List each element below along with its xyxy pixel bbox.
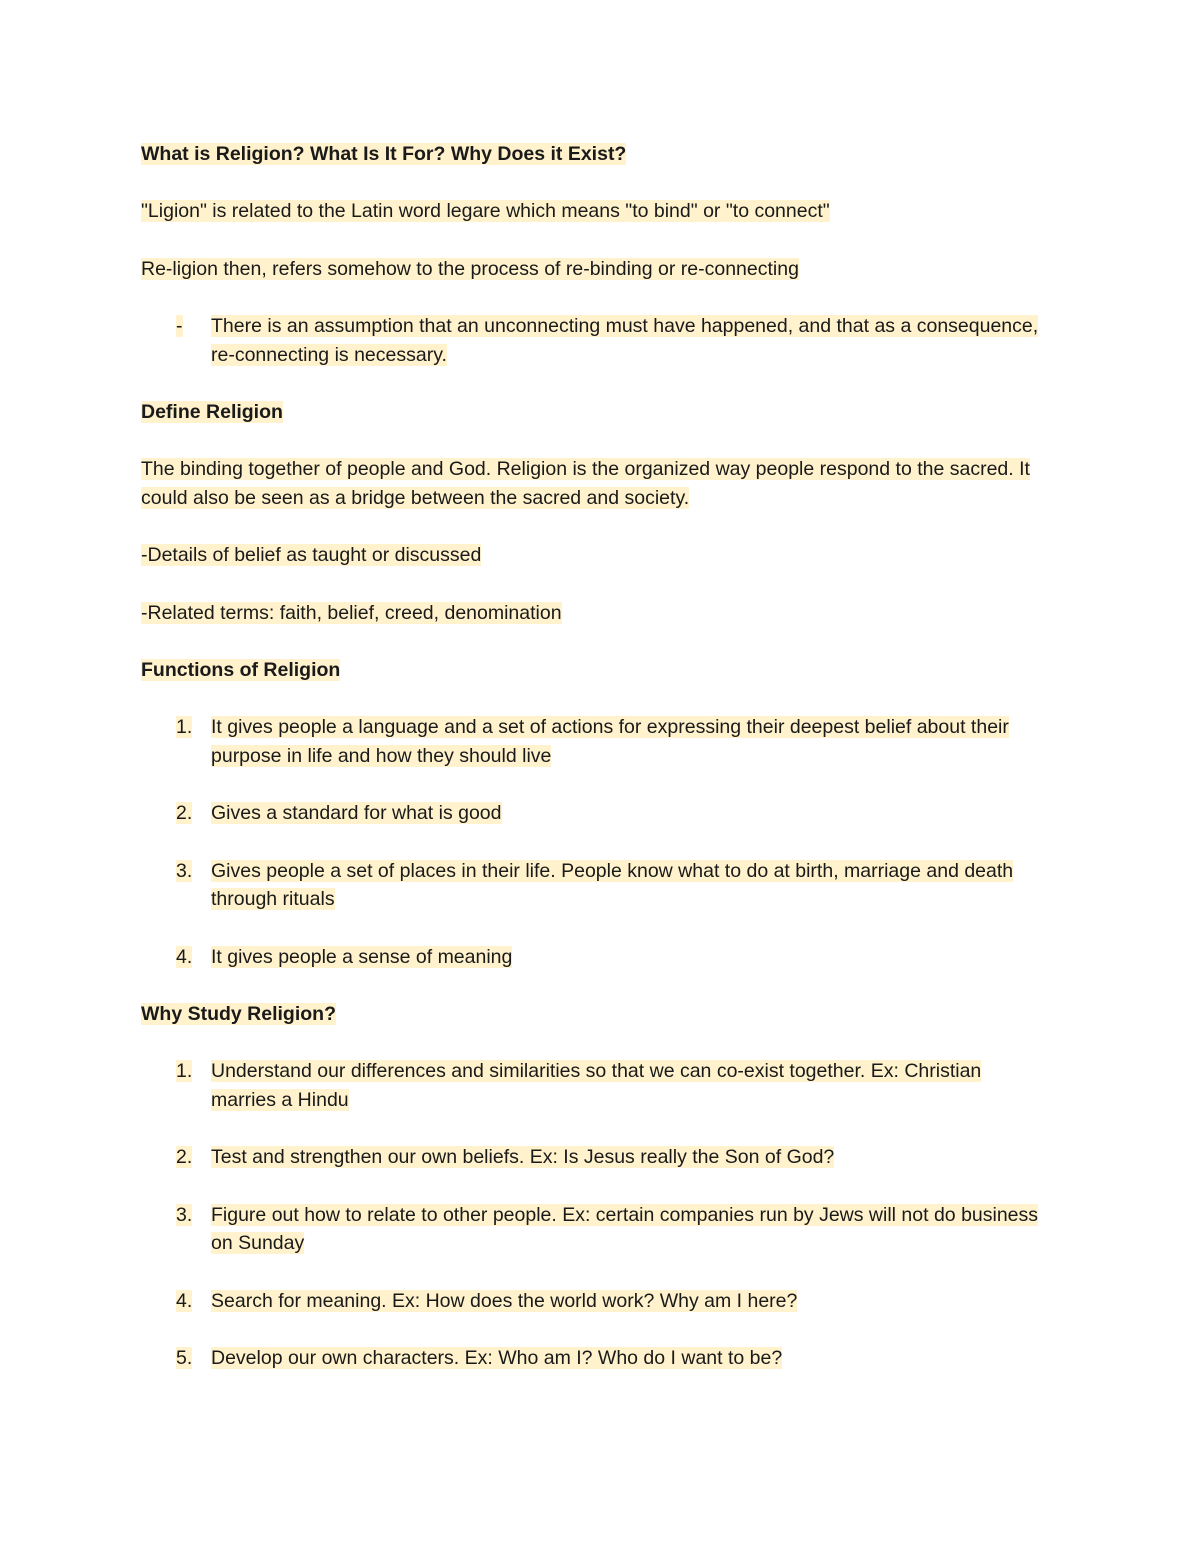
intro-paragraph-1-text: "Ligion" is related to the Latin word legare which means "to bind" or "to connect": [141, 200, 830, 222]
list-number-text: 1.: [176, 716, 193, 738]
list-item-text: Test and strengthen our own beliefs. Ex: Is Jesus really the Son of God?: [211, 1146, 835, 1168]
functions-heading: [141, 656, 1051, 684]
define-details: [141, 541, 1051, 570]
list-number-text: 3.: [176, 859, 193, 882]
list-number: [176, 1344, 211, 1373]
document-page: [141, 140, 1051, 1373]
why-heading-text: Why Study Religion?: [141, 1003, 336, 1025]
list-item-text: It gives people a sense of meaning: [211, 945, 513, 968]
list-number-text: 1.: [176, 1060, 193, 1082]
document-title-text: What is Religion? What Is It For? Why Does it Exist?: [141, 143, 627, 165]
intro-bullet-text: There is an assumption that an unconnecting must have happened, and that as a consequence, re-connecting is necessary.: [211, 315, 1039, 366]
why-heading: [141, 1000, 1051, 1028]
list-item: [141, 713, 1051, 770]
intro-bullet: [141, 312, 1051, 369]
bullet-marker: [176, 312, 211, 341]
list-item-text: Develop our own characters. Ex: Who am I? Who do I want to be?: [211, 1347, 783, 1369]
list-item: [141, 943, 1051, 972]
define-related-terms: [141, 599, 1051, 628]
define-paragraph-text: The binding together of people and God. Religion is the organized way people respond to the sacred. It could also be seen as a bridge between the sacred and society.: [141, 458, 1030, 509]
list-number-text: 2.: [176, 802, 193, 824]
list-item-text: Gives people a set of places in their life. People know what to do at birth, marriage and death through rituals: [211, 859, 1014, 910]
list-number: [176, 943, 211, 972]
list-number: [176, 1201, 211, 1230]
define-details-text: -Details of belief as taught or discussed: [141, 544, 482, 566]
list-item-text: Understand our differences and similarities so that we can co-exist together. Ex: Christian marries a Hindu: [211, 1060, 982, 1111]
list-item: [141, 1143, 1051, 1172]
list-number: [176, 799, 211, 828]
list-number-text: 4.: [176, 945, 193, 968]
list-number: [176, 1143, 211, 1172]
define-heading: [141, 398, 1051, 426]
list-item: [141, 1201, 1051, 1258]
list-item: [141, 857, 1051, 914]
define-paragraph: [141, 455, 1051, 512]
list-number-text: 4.: [176, 1289, 193, 1312]
list-item-text: Gives a standard for what is good: [211, 802, 502, 824]
list-item-text: It gives people a language and a set of actions for expressing their deepest belief about their purpose in life and how they should live: [211, 716, 1009, 767]
list-item: [141, 799, 1051, 828]
intro-paragraph-2-text: Re-ligion then, refers somehow to the process of re-binding or re-connecting: [141, 257, 799, 280]
list-number-text: 5.: [176, 1347, 193, 1369]
bullet-marker-text: -: [176, 315, 183, 337]
define-heading-text: Define Religion: [141, 401, 283, 423]
list-number: [176, 713, 211, 742]
list-item: [141, 1057, 1051, 1114]
list-item: [141, 1344, 1051, 1373]
functions-heading-text: Functions of Religion: [141, 659, 341, 681]
list-number: [176, 1287, 211, 1316]
list-number: [176, 1057, 211, 1086]
list-number-text: 3.: [176, 1203, 193, 1226]
list-item-text: Search for meaning. Ex: How does the world work? Why am I here?: [211, 1289, 798, 1312]
list-item-text: Figure out how to relate to other people. Ex: certain companies run by Jews will not do business on Sunday: [211, 1203, 1039, 1254]
list-item: [141, 1287, 1051, 1316]
document-title: [141, 140, 1051, 168]
intro-paragraph-2: [141, 255, 1051, 284]
list-number: [176, 857, 211, 886]
list-number-text: 2.: [176, 1146, 193, 1168]
intro-paragraph-1: [141, 197, 1051, 226]
define-related-terms-text: -Related terms: faith, belief, creed, denomination: [141, 601, 562, 624]
